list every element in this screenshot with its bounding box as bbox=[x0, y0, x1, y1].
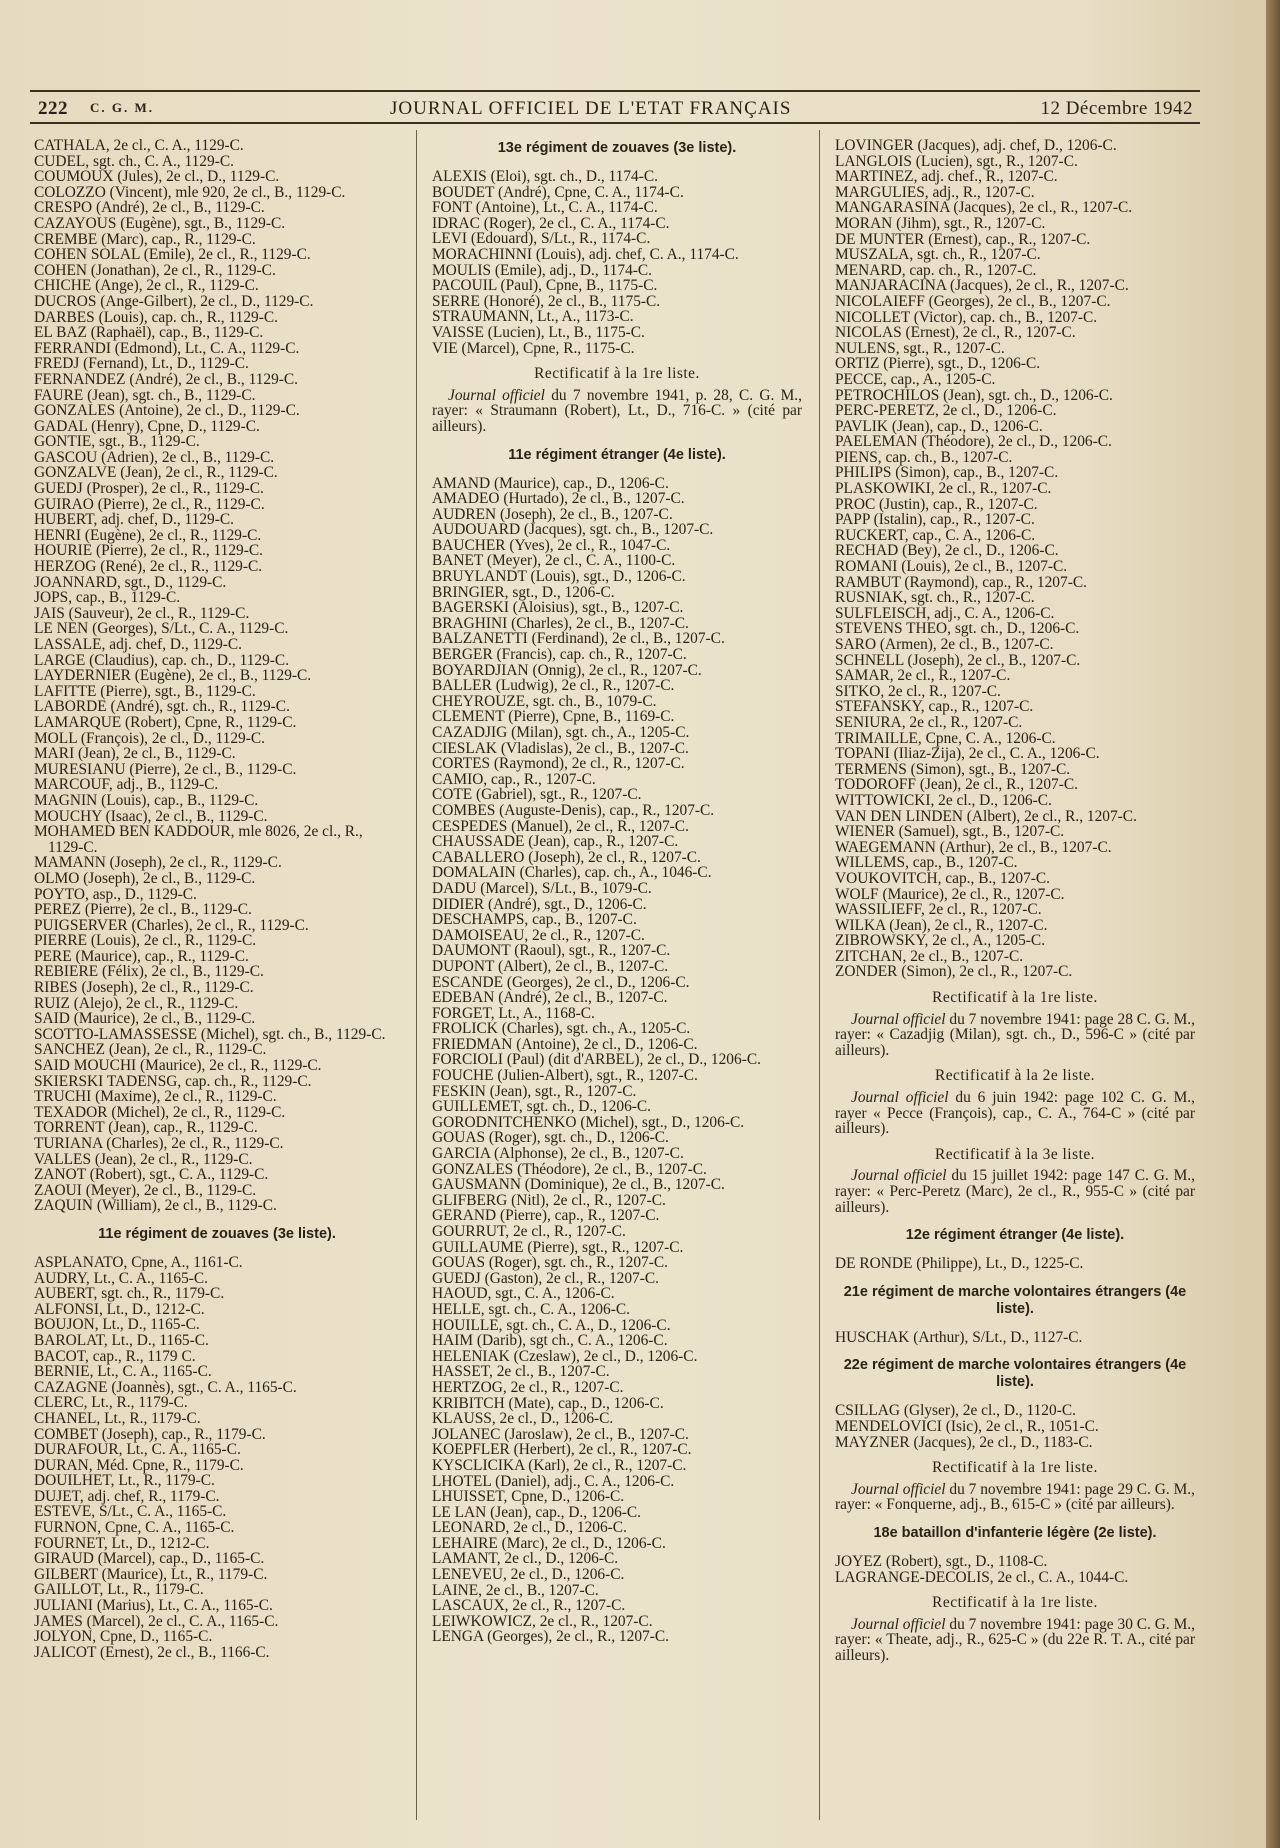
list-item: MARCOUF, adj., B., 1129-C. bbox=[34, 776, 219, 794]
list-item: NICOLLET (Victor), cap. ch., B., 1207-C. bbox=[835, 308, 1098, 326]
list-item: DURAN, Méd. Cpne, R., 1179-C. bbox=[34, 1456, 244, 1474]
list-item: FAURE (Jean), sgt. ch., B., 1129-C. bbox=[34, 386, 256, 404]
list-item: LASCAUX, 2e cl., R., 1207-C. bbox=[432, 1597, 626, 1615]
rectification-note bbox=[835, 1168, 1195, 1215]
list-item: BRAGHINI (Charles), 2e cl., B., 1207-C. bbox=[432, 614, 689, 632]
list-item: DAMOISEAU, 2e cl., R., 1207-C. bbox=[432, 926, 645, 944]
column-divider bbox=[819, 130, 820, 1820]
list-item: KOEPFLER (Herbert), 2e cl., R., 1207-C. bbox=[432, 1441, 692, 1459]
list-item: MARTINEZ, adj. chef., R., 1207-C. bbox=[835, 168, 1058, 186]
list-item: LAMANT, 2e cl., D., 1206-C. bbox=[432, 1550, 619, 1568]
list-item: HERTZOG, 2e cl., R., 1207-C. bbox=[432, 1378, 624, 1396]
list-item: LENGA (Georges), 2e cl., R., 1207-C. bbox=[432, 1628, 669, 1646]
list-item: HOURIE (Pierre), 2e cl., R., 1129-C. bbox=[34, 542, 263, 560]
list-item: AMADEO (Hurtado), 2e cl., B., 1207-C. bbox=[432, 490, 685, 508]
section-heading: 13e régiment de zouaves (3e liste). bbox=[497, 140, 737, 156]
list-item: EL BAZ (Raphaël), cap., B., 1129-C. bbox=[34, 324, 264, 342]
rectification-note bbox=[835, 1012, 1195, 1059]
list-item: FORGET, Lt., A., 1168-C. bbox=[432, 1004, 595, 1022]
list-item: ESCANDE (Georges), 2e cl., D., 1206-C. bbox=[432, 973, 690, 991]
list-item: GERAND (Pierre), cap., R., 1207-C. bbox=[432, 1207, 660, 1225]
rectification-title: Rectificatif à la 3e liste. bbox=[934, 1145, 1096, 1163]
list-item: GLIFBERG (Nitl), 2e cl., R., 1207-C. bbox=[432, 1191, 666, 1209]
list-item: ZIBROWSKY, 2e cl., A., 1205-C. bbox=[835, 932, 1046, 950]
list-item: FORCIOLI (Paul) (dit d'ARBEL), 2e cl., D., 1206-C. bbox=[432, 1051, 761, 1069]
list-item: POYTO, asp., D., 1129-C. bbox=[34, 885, 197, 903]
list-item: LAYDERNIER (Eugène), 2e cl., B., 1129-C. bbox=[34, 667, 312, 685]
list-item: PHILIPS (Simon), cap., B., 1207-C. bbox=[835, 464, 1059, 482]
section-heading: 18e bataillon d'infanterie légère (2e liste). bbox=[873, 1524, 1157, 1541]
list-item: BAUCHER (Yves), 2e cl., R., 1047-C. bbox=[432, 536, 671, 554]
list-item: PIENS, cap. ch., B., 1207-C. bbox=[835, 448, 1013, 466]
list-item: STEFANSKY, cap., R., 1207-C. bbox=[835, 698, 1034, 716]
list-item: CHAUSSADE (Jean), cap., R., 1207-C. bbox=[432, 833, 679, 851]
rectification-note bbox=[835, 1090, 1195, 1137]
list-item: TEXADOR (Michel), 2e cl., R., 1129-C. bbox=[34, 1103, 286, 1121]
list-item: JAMES (Marcel), 2e cl., C. A., 1165-C. bbox=[34, 1612, 279, 1630]
list-item: VAISSE (Lucien), Lt., B., 1175-C. bbox=[432, 323, 645, 341]
list-item: NULENS, sgt., R., 1207-C. bbox=[835, 339, 1005, 357]
list-item: TORRENT (Jean), cap., R., 1129-C. bbox=[34, 1119, 258, 1137]
list-item: BALZANETTI (Ferdinand), 2e cl., B., 1207-C. bbox=[432, 630, 725, 648]
list-item: ROMANI (Louis), 2e cl., B., 1207-C. bbox=[835, 558, 1068, 576]
list-item: ASPLANATO, Cpne, A., 1161-C. bbox=[34, 1253, 243, 1271]
header-rule-top bbox=[30, 90, 1200, 92]
list-item: GUEDJ (Prosper), 2e cl., R., 1129-C. bbox=[34, 480, 264, 498]
list-item: CHEYROUZE, sgt. ch., B., 1079-C. bbox=[432, 692, 657, 710]
list-item: BERGER (Francis), cap. ch., R., 1207-C. bbox=[432, 646, 687, 664]
list-item: GAUSMANN (Dominique), 2e cl., B., 1207-C. bbox=[432, 1176, 725, 1194]
list-item: HUSCHAK (Arthur), S/Lt., D., 1127-C. bbox=[835, 1328, 1083, 1346]
list-item: DOUILHET, Lt., R., 1179-C. bbox=[34, 1472, 215, 1490]
list-item: WASSILIEFF, 2e cl., R., 1207-C. bbox=[835, 901, 1042, 919]
list-item: ZANOT (Robert), sgt., C. A., 1129-C. bbox=[34, 1166, 269, 1184]
list-item: GADAL (Henry), Cpne, D., 1129-C. bbox=[34, 417, 260, 435]
list-item: WITTOWICKI, 2e cl., D., 1206-C. bbox=[835, 791, 1052, 809]
list-item: MURESIANU (Pierre), 2e cl., B., 1129-C. bbox=[34, 760, 297, 778]
rectification-note bbox=[432, 388, 802, 435]
entry-list bbox=[835, 1256, 1195, 1272]
entry-list bbox=[34, 1255, 400, 1660]
list-item: JAIS (Sauveur), 2e cl., R., 1129-C. bbox=[34, 604, 250, 622]
list-item: MARGULIES, adj., R., 1207-C. bbox=[835, 183, 1035, 201]
list-item: CIESLAK (Vladislas), 2e cl., B., 1207-C. bbox=[432, 739, 689, 757]
list-item: HAOUD, sgt., C. A., 1206-C. bbox=[432, 1285, 615, 1303]
list-item: MENDELOVICI (Isic), 2e cl., R., 1051-C. bbox=[835, 1417, 1099, 1435]
list-item: LARGE (Claudius), cap. ch., D., 1129-C. bbox=[34, 651, 290, 669]
list-item: MUSZALA, sgt. ch., R., 1207-C. bbox=[835, 246, 1041, 264]
list-item: GORODNITCHENKO (Michel), sgt., D., 1206-C. bbox=[432, 1113, 745, 1131]
list-item: HELENIAK (Czeslaw), 2e cl., D., 1206-C. bbox=[432, 1347, 698, 1365]
list-item: SENIURA, 2e cl., R., 1207-C. bbox=[835, 713, 1023, 731]
list-item: RUSNIAK, sgt. ch., R., 1207-C. bbox=[835, 589, 1035, 607]
list-item: AUDREN (Joseph), 2e cl., B., 1207-C. bbox=[432, 505, 673, 523]
list-item: LHUISSET, Cpne, D., 1206-C. bbox=[432, 1488, 625, 1506]
list-item: PLASKOWIKI, 2e cl., R., 1207-C. bbox=[835, 480, 1052, 498]
entry-list bbox=[34, 138, 400, 1214]
list-item: ALFONSI, Lt., D., 1212-C. bbox=[34, 1300, 205, 1318]
list-item: JOANNARD, sgt., D., 1129-C. bbox=[34, 573, 227, 591]
list-item: ZAOUI (Meyer), 2e cl., B., 1129-C. bbox=[34, 1181, 257, 1199]
list-item: LABORDE (André), sgt. ch., R., 1129-C. bbox=[34, 698, 290, 716]
list-item: RUIZ (Alejo), 2e cl., R., 1129-C. bbox=[34, 994, 239, 1012]
list-item: COHEN (Jonathan), 2e cl., R., 1129-C. bbox=[34, 261, 276, 279]
section-heading: 11e régiment étranger (4e liste). bbox=[508, 446, 726, 463]
list-item: PAELEMAN (Théodore), 2e cl., D., 1206-C. bbox=[835, 433, 1112, 451]
list-item: LASSALE, adj. chef, D., 1129-C. bbox=[34, 636, 243, 653]
list-item: SITKO, 2e cl., R., 1207-C. bbox=[835, 682, 1001, 700]
list-item: ALEXIS (Eloi), sgt. ch., D., 1174-C. bbox=[432, 168, 658, 185]
list-item: GONTIE, sgt., B., 1129-C. bbox=[34, 433, 200, 451]
note-text: du 15 juillet 1942: page 147 C. G. M., rayer: « Perc-Peretz (Marc), 2e cl., R., 955-C » (cité par ailleurs). bbox=[835, 1167, 1196, 1216]
list-item: LANGLOIS (Lucien), sgt., R., 1207-C. bbox=[835, 152, 1078, 170]
rectification-title: Rectificatif à la 2e liste. bbox=[934, 1067, 1096, 1085]
list-item: LEONARD, 2e cl., D., 1206-C. bbox=[432, 1519, 627, 1537]
list-item: MANGARASINA (Jacques), 2e cl., R., 1207-C. bbox=[835, 199, 1133, 217]
list-item: TURIANA (Charles), 2e cl., R., 1129-C. bbox=[34, 1135, 284, 1152]
list-item: GONZALES (Théodore), 2e cl., B., 1207-C. bbox=[432, 1160, 707, 1178]
list-item: WAEGEMANN (Arthur), 2e cl., B., 1207-C. bbox=[835, 838, 1112, 856]
list-item: FROLICK (Charles), sgt. ch., A., 1205-C. bbox=[432, 1020, 691, 1038]
list-item: MOULIS (Emile), adj., D., 1174-C. bbox=[432, 261, 653, 279]
column-3 bbox=[835, 138, 1195, 1668]
note-text: du 7 novembre 1941, p. 28, C. G. M., rayer: « Straumann (Robert), Lt., D., 716-C. » (cité par ailleurs). bbox=[432, 386, 802, 435]
list-item: LAMARQUE (Robert), Cpne, R., 1129-C. bbox=[34, 713, 297, 731]
list-item: WIENER (Samuel), sgt., B., 1207-C. bbox=[835, 823, 1065, 841]
journal-title: JOURNAL OFFICIEL DE L'ETAT FRANÇAIS bbox=[390, 98, 792, 119]
list-item: FERRANDI (Edmond), Lt., C. A., 1129-C. bbox=[34, 339, 300, 357]
list-item: CHICHE (Ange), 2e cl., R., 1129-C. bbox=[34, 277, 259, 295]
list-item: SAID MOUCHI (Maurice), 2e cl., R., 1129-C. bbox=[34, 1057, 322, 1075]
list-item: TRUCHI (Maxime), 2e cl., R., 1129-C. bbox=[34, 1088, 277, 1106]
list-item: ESTEVE, S/Lt., C. A., 1165-C. bbox=[34, 1503, 227, 1521]
list-item: COUMOUX (Jules), 2e cl., D., 1129-C. bbox=[34, 168, 280, 186]
rectification-title: Rectificatif à la 1re liste. bbox=[932, 989, 1098, 1007]
list-item: CSILLAG (Glyser), 2e cl., D., 1120-C. bbox=[835, 1402, 1076, 1420]
list-item: SANCHEZ (Jean), 2e cl., R., 1129-C. bbox=[34, 1041, 267, 1059]
list-item: LE LAN (Jean), cap., D., 1206-C. bbox=[432, 1503, 641, 1521]
column-1 bbox=[34, 138, 400, 1660]
list-item: BANET (Meyer), 2e cl., C. A., 1100-C. bbox=[432, 552, 676, 570]
list-item: CAZAGNE (Joannès), sgt., C. A., 1165-C. bbox=[34, 1378, 297, 1396]
issue-date: 12 Décembre 1942 bbox=[1040, 98, 1193, 119]
list-item: GIRAUD (Marcel), cap., D., 1165-C. bbox=[34, 1550, 265, 1568]
rectification-title: Rectificatif à la 1re liste. bbox=[932, 1459, 1098, 1477]
list-item: LE NEN (Georges), S/Lt., C. A., 1129-C. bbox=[34, 620, 289, 638]
list-item: BRINGIER, sgt., D., 1206-C. bbox=[432, 583, 615, 601]
list-item: MOUCHY (Isaac), 2e cl., B., 1129-C. bbox=[34, 807, 268, 825]
list-item: FOURNET, Lt., D., 1212-C. bbox=[34, 1534, 210, 1552]
list-item: HENRI (Eugène), 2e cl., R., 1129-C. bbox=[34, 526, 262, 544]
list-item: CORTES (Raymond), 2e cl., R., 1207-C. bbox=[432, 755, 685, 773]
list-item: FURNON, Cpne, C. A., 1165-C. bbox=[34, 1519, 235, 1537]
list-item: MAGNIN (Louis), cap., B., 1129-C. bbox=[34, 791, 259, 809]
list-item: GAILLOT, Lt., R., 1179-C. bbox=[34, 1581, 204, 1599]
list-item: DURAFOUR, Lt., C. A., 1165-C. bbox=[34, 1441, 241, 1459]
list-item: PETROCHILOS (Jean), sgt. ch., D., 1206-C. bbox=[835, 386, 1113, 404]
column-divider bbox=[416, 130, 417, 1820]
note-text: du 6 juin 1942: page 102 C. G. M., rayer « Pecce (François), cap., C. A., 764-C » (cité par ailleurs). bbox=[835, 1089, 1196, 1138]
list-item: ZAQUIN (William), 2e cl., B., 1129-C. bbox=[34, 1197, 277, 1215]
list-item: LEVI (Edouard), S/Lt., R., 1174-C. bbox=[432, 230, 651, 248]
list-item: JOLYON, Cpne, D., 1165-C. bbox=[34, 1628, 213, 1646]
list-item: GUEDJ (Gaston), 2e cl., R., 1207-C. bbox=[432, 1269, 659, 1287]
list-item: FOUCHE (Julien-Albert), sgt., R., 1207-C. bbox=[432, 1067, 698, 1085]
list-item: EDEBAN (André), 2e cl., B., 1207-C. bbox=[432, 989, 668, 1007]
list-item: PAVLIK (Jean), cap., D., 1206-C. bbox=[835, 417, 1043, 435]
list-item: CUDEL, sgt. ch., C. A., 1129-C. bbox=[34, 152, 234, 170]
journal-ref: Journal officiel bbox=[851, 1167, 947, 1185]
list-item: RUCKERT, cap., C. A., 1206-C. bbox=[835, 526, 1036, 544]
entry-list bbox=[835, 1330, 1195, 1346]
entry-list bbox=[432, 476, 802, 1646]
list-item: BERNIE, Lt., C. A., 1165-C. bbox=[34, 1363, 212, 1381]
list-item: JOYEZ (Robert), sgt., D., 1108-C. bbox=[835, 1552, 1048, 1570]
list-item: KRIBITCH (Mate), cap., D., 1206-C. bbox=[432, 1394, 664, 1412]
page-header bbox=[38, 98, 1193, 120]
list-item: GOURRUT, 2e cl., R., 1207-C. bbox=[432, 1223, 626, 1240]
list-item: CHANEL, Lt., R., 1179-C. bbox=[34, 1409, 201, 1427]
section-heading: 12e régiment étranger (4e liste). bbox=[905, 1227, 1125, 1244]
list-item: BACOT, cap., R., 1179 C. bbox=[34, 1347, 196, 1365]
list-item: SAID (Maurice), 2e cl., B., 1129-C. bbox=[34, 1010, 256, 1028]
list-item: DUCROS (Ange-Gilbert), 2e cl., D., 1129-C. bbox=[34, 292, 314, 310]
list-item: VIE (Marcel), Cpne, R., 1175-C. bbox=[432, 339, 635, 357]
list-item: PIERRE (Louis), 2e cl., R., 1129-C. bbox=[34, 932, 257, 950]
list-item: LEHAIRE (Marc), 2e cl., D., 1206-C. bbox=[432, 1534, 666, 1552]
list-item: VALLES (Jean), 2e cl., R., 1129-C. bbox=[34, 1150, 253, 1168]
list-item: DE MUNTER (Ernest), cap., R., 1207-C. bbox=[835, 230, 1091, 248]
list-item: LEIWKOWICZ, 2e cl., R., 1207-C. bbox=[432, 1612, 653, 1630]
list-item: TODOROFF (Jean), 2e cl., R., 1207-C. bbox=[835, 776, 1078, 794]
list-item: JOPS, cap., B., 1129-C. bbox=[34, 589, 181, 607]
list-item: WOLF (Maurice), 2e cl., R., 1207-C. bbox=[835, 885, 1065, 903]
list-item: MAMANN (Joseph), 2e cl., R., 1129-C. bbox=[34, 854, 282, 872]
list-item: RAMBUT (Raymond), cap., R., 1207-C. bbox=[835, 573, 1087, 591]
list-item: ORTIZ (Pierre), sgt., D., 1206-C. bbox=[835, 355, 1041, 373]
rectification-note bbox=[835, 1482, 1195, 1513]
list-item: MOHAMED BEN KADDOUR, mle 8026, 2e cl., R., 1129-C. bbox=[34, 823, 363, 856]
list-item: STRAUMANN, Lt., A., 1173-C. bbox=[432, 308, 634, 326]
list-item: JULIANI (Marius), Lt., C. A., 1165-C. bbox=[34, 1597, 273, 1615]
list-item: COTE (Gabriel), sgt., R., 1207-C. bbox=[432, 786, 642, 804]
list-item: ZONDER (Simon), 2e cl., R., 1207-C. bbox=[835, 963, 1073, 981]
list-item: RIBES (Joseph), 2e cl., R., 1129-C. bbox=[34, 979, 254, 997]
list-item: PEREZ (Pierre), 2e cl., B., 1129-C. bbox=[34, 901, 252, 919]
list-item: DIDIER (André), sgt., D., 1206-C. bbox=[432, 895, 647, 913]
list-item: GOUAS (Roger), sgt. ch., R., 1207-C. bbox=[432, 1254, 668, 1272]
list-item: GONZALVE (Jean), 2e cl., R., 1129-C. bbox=[34, 464, 278, 482]
list-item: LAINE, 2e cl., B., 1207-C. bbox=[432, 1581, 599, 1599]
list-item: PROC (Justin), cap., R., 1207-C. bbox=[835, 495, 1038, 513]
list-item: FESKIN (Jean), sgt., R., 1207-C. bbox=[432, 1082, 637, 1100]
list-item: DUPONT (Albert), 2e cl., B., 1207-C. bbox=[432, 957, 669, 975]
list-item: KLAUSS, 2e cl., D., 1206-C. bbox=[432, 1410, 614, 1428]
journal-ref: Journal officiel bbox=[851, 1010, 946, 1028]
list-item: CLERC, Lt., R., 1179-C. bbox=[34, 1394, 188, 1412]
list-item: GUILLEMET, sgt. ch., D., 1206-C. bbox=[432, 1098, 652, 1116]
list-item: CAZAYOUS (Eugène), sgt., B., 1129-C. bbox=[34, 214, 286, 232]
list-item: MAYZNER (Jacques), 2e cl., D., 1183-C. bbox=[835, 1433, 1093, 1451]
list-item: PACOUIL (Paul), Cpne, B., 1175-C. bbox=[432, 277, 658, 295]
list-item: ZITCHAN, 2e cl., B., 1207-C. bbox=[835, 947, 1024, 965]
binding-edge bbox=[1266, 0, 1280, 1848]
list-item: IDRAC (Roger), 2e cl., C. A., 1174-C. bbox=[432, 214, 670, 232]
list-item: COMBES (Auguste-Denis), cap., R., 1207-C. bbox=[432, 801, 715, 819]
list-item: COLOZZO (Vincent), mle 920, 2e cl., B., 1129-C. bbox=[34, 183, 346, 201]
list-item: VAN DEN LINDEN (Albert), 2e cl., R., 1207-C. bbox=[835, 807, 1137, 825]
list-item: GARCIA (Alphonse), 2e cl., B., 1207-C. bbox=[432, 1145, 684, 1163]
section-code: C. G. M. bbox=[90, 100, 155, 115]
list-item: CATHALA, 2e cl., C. A., 1129-C. bbox=[34, 137, 244, 154]
list-item: COHEN SOLAL (Emile), 2e cl., R., 1129-C. bbox=[34, 246, 311, 264]
page-number: 222 bbox=[38, 98, 68, 119]
list-item: MANJARACINA (Jacques), 2e cl., R., 1207-C. bbox=[835, 277, 1129, 295]
list-item: TERMENS (Simon), sgt., B., 1207-C. bbox=[835, 760, 1071, 778]
list-item: FREDJ (Fernand), Lt., D., 1129-C. bbox=[34, 355, 249, 373]
list-item: GONZALES (Antoine), 2e cl., D., 1129-C. bbox=[34, 402, 300, 420]
list-item: DAUMONT (Raoul), sgt., R., 1207-C. bbox=[432, 942, 671, 960]
entry-list bbox=[835, 1403, 1195, 1450]
list-item: COMBET (Joseph), cap., R., 1179-C. bbox=[34, 1425, 266, 1443]
journal-ref: Journal officiel bbox=[851, 1615, 946, 1633]
list-item: DE RONDE (Philippe), Lt., D., 1225-C. bbox=[835, 1255, 1084, 1273]
list-item: BAROLAT, Lt., D., 1165-C. bbox=[34, 1331, 209, 1349]
list-item: SCOTTO-LAMASSESSE (Michel), sgt. ch., B., 1129-C. bbox=[34, 1025, 386, 1043]
list-item: MORAN (Jihm), sgt., R., 1207-C. bbox=[835, 214, 1046, 232]
section-heading: 22e régiment de marche volontaires étrangers (4e liste). bbox=[843, 1357, 1187, 1391]
list-item: LOVINGER (Jacques), adj. chef, D., 1206-C. bbox=[835, 137, 1117, 154]
list-item: WILLEMS, cap., B., 1207-C. bbox=[835, 854, 1018, 872]
section-heading: 21e régiment de marche volontaires étrangers (4e liste). bbox=[843, 1283, 1187, 1317]
column-2 bbox=[432, 138, 802, 1645]
rectification-note bbox=[835, 1617, 1195, 1664]
list-item: BOUDET (André), Cpne, C. A., 1174-C. bbox=[432, 183, 684, 201]
header-rule-bottom bbox=[30, 122, 1200, 124]
list-item: TOPANI (Iliaz-Zija), 2e cl., C. A., 1206-C. bbox=[835, 745, 1100, 763]
list-item: FONT (Antoine), Lt., C. A., 1174-C. bbox=[432, 199, 658, 217]
section-heading: 11e régiment de zouaves (3e liste). bbox=[98, 1225, 336, 1242]
journal-ref: Journal officiel bbox=[448, 386, 545, 404]
list-item: AMAND (Maurice), cap., D., 1206-C. bbox=[432, 474, 669, 492]
list-item: RECHAD (Bey), 2e cl., D., 1206-C. bbox=[835, 542, 1059, 560]
journal-ref: Journal officiel bbox=[851, 1480, 946, 1498]
list-item: DOMALAIN (Charles), cap. ch., A., 1046-C. bbox=[432, 864, 712, 882]
list-item: WILKA (Jean), 2e cl., R., 1207-C. bbox=[835, 916, 1048, 934]
note-text: du 7 novembre 1941: page 30 C. G. M., rayer: « Theate, adj., R., 625-C » (du 22e R. T. A., cité par ailleurs). bbox=[835, 1615, 1195, 1664]
list-item: PAPP (Istalin), cap., R., 1207-C. bbox=[835, 511, 1035, 529]
entry-list bbox=[835, 138, 1195, 980]
list-item: PERE (Maurice), cap., R., 1129-C. bbox=[34, 947, 249, 965]
list-item: SAMAR, 2e cl., R., 1207-C. bbox=[835, 667, 1011, 685]
list-item: CRESPO (André), 2e cl., B., 1129-C. bbox=[34, 199, 265, 217]
list-item: NICOLAS (Ernest), 2e cl., R., 1207-C. bbox=[835, 324, 1076, 342]
list-item: LHOTEL (Daniel), adj., C. A., 1206-C. bbox=[432, 1472, 675, 1490]
list-item: LENEVEU, 2e cl., D., 1206-C. bbox=[432, 1566, 625, 1584]
rectification-title: Rectificatif à la 1re liste. bbox=[932, 1594, 1098, 1612]
list-item: SCHNELL (Joseph), 2e cl., B., 1207-C. bbox=[835, 651, 1081, 669]
list-item: LAFITTE (Pierre), sgt., B., 1129-C. bbox=[34, 682, 256, 700]
list-item: FERNANDEZ (André), 2e cl., B., 1129-C. bbox=[34, 370, 299, 388]
list-item: AUDRY, Lt., C. A., 1165-C. bbox=[34, 1269, 209, 1287]
list-item: BRUYLANDT (Louis), sgt., D., 1206-C. bbox=[432, 568, 686, 586]
list-item: HELLE, sgt. ch., C. A., 1206-C. bbox=[432, 1300, 630, 1318]
list-item: BOYARDJIAN (Onnig), 2e cl., R., 1207-C. bbox=[432, 661, 702, 679]
list-item: GILBERT (Maurice), Lt., R., 1179-C. bbox=[34, 1565, 268, 1583]
rectification-title: Rectificatif à la 1re liste. bbox=[534, 365, 700, 383]
list-item: MENARD, cap. ch., R., 1207-C. bbox=[835, 261, 1037, 279]
list-item: CESPEDES (Manuel), 2e cl., R., 1207-C. bbox=[432, 817, 689, 835]
list-item: SKIERSKI TADENSG, cap. ch., R., 1129-C. bbox=[34, 1072, 312, 1090]
note-text: du 7 novembre 1941: page 28 C. G. M., rayer: « Cazadjig (Milan), sgt. ch., D., 596-C » (cité par ailleurs). bbox=[835, 1010, 1195, 1059]
list-item: CABALLERO (Joseph), 2e cl., R., 1207-C. bbox=[432, 848, 701, 866]
list-item: BAGERSKI (Aloisius), sgt., B., 1207-C. bbox=[432, 599, 684, 617]
list-item: GASCOU (Adrien), 2e cl., B., 1129-C. bbox=[34, 448, 275, 466]
list-item: SARO (Armen), 2e cl., B., 1207-C. bbox=[835, 636, 1054, 653]
list-item: DARBES (Louis), cap. ch., R., 1129-C. bbox=[34, 308, 278, 326]
list-item: KYSCLICIKA (Karl), 2e cl., R., 1207-C. bbox=[432, 1456, 687, 1474]
list-item: CLEMENT (Pierre), Cpne, B., 1169-C. bbox=[432, 708, 675, 726]
list-item: STEVENS THEO, sgt. ch., D., 1206-C. bbox=[835, 620, 1080, 638]
list-item: CAZADJIG (Milan), sgt. ch., A., 1205-C. bbox=[432, 724, 690, 741]
list-item: DESCHAMPS, cap., B., 1207-C. bbox=[432, 911, 637, 929]
list-item: NICOLAIEFF (Georges), 2e cl., B., 1207-C. bbox=[835, 292, 1111, 310]
list-item: FRIEDMAN (Antoine), 2e cl., D., 1206-C. bbox=[432, 1035, 698, 1053]
list-item: PECCE, cap., A., 1205-C. bbox=[835, 370, 996, 388]
list-item: OLMO (Joseph), 2e cl., B., 1129-C. bbox=[34, 869, 256, 887]
list-item: DADU (Marcel), S/Lt., B., 1079-C. bbox=[432, 879, 652, 897]
list-item: REBIERE (Félix), 2e cl., B., 1129-C. bbox=[34, 963, 264, 981]
list-item: SERRE (Honoré), 2e cl., B., 1175-C. bbox=[432, 292, 661, 310]
list-item: GUILLAUME (Pierre), sgt., R., 1207-C. bbox=[432, 1238, 684, 1256]
list-item: HAIM (Darib), sgt ch., C. A., 1206-C. bbox=[432, 1332, 668, 1350]
list-item: JALICOT (Ernest), 2e cl., B., 1166-C. bbox=[34, 1643, 270, 1661]
list-item: DUJET, adj. chef, R., 1179-C. bbox=[34, 1487, 220, 1505]
list-item: GUIRAO (Pierre), 2e cl., R., 1129-C. bbox=[34, 495, 265, 513]
list-item: SULFLEISCH, adj., C. A., 1206-C. bbox=[835, 604, 1055, 622]
list-item: CREMBE (Marc), cap., R., 1129-C. bbox=[34, 230, 256, 248]
list-item: VOUKOVITCH, cap., B., 1207-C. bbox=[835, 869, 1051, 887]
list-item: HASSET, 2e cl., B., 1207-C. bbox=[432, 1363, 610, 1381]
list-item: HERZOG (René), 2e cl., R., 1129-C. bbox=[34, 558, 263, 576]
list-item: GOUAS (Roger), sgt. ch., D., 1206-C. bbox=[432, 1129, 669, 1147]
list-item: HOUILLE, sgt. ch., C. A., D., 1206-C. bbox=[432, 1316, 671, 1334]
entry-list bbox=[835, 1554, 1195, 1585]
list-item: JOLANEC (Jaroslaw), 2e cl., B., 1207-C. bbox=[432, 1425, 689, 1443]
entry-list bbox=[432, 169, 802, 356]
list-item: BOUJON, Lt., D., 1165-C. bbox=[34, 1316, 200, 1334]
list-item: LAGRANGE-DECOLIS, 2e cl., C. A., 1044-C. bbox=[835, 1568, 1129, 1586]
list-item: HUBERT, adj. chef, D., 1129-C. bbox=[34, 511, 234, 529]
note-text: du 7 novembre 1941: page 29 C. G. M., rayer: « Fonquerne, adj., B., 615-C » (cité par ailleurs). bbox=[835, 1480, 1195, 1514]
list-item: PUIGSERVER (Charles), 2e cl., R., 1129-C. bbox=[34, 916, 309, 934]
list-item: TRIMAILLE, Cpne, C. A., 1206-C. bbox=[835, 729, 1056, 747]
list-item: BALLER (Ludwig), 2e cl., R., 1207-C. bbox=[432, 677, 675, 695]
list-item: MARI (Jean), 2e cl., B., 1129-C. bbox=[34, 745, 236, 763]
list-item: AUDOUARD (Jacques), sgt. ch., B., 1207-C. bbox=[432, 521, 714, 539]
list-item: PERC-PERETZ, 2e cl., D., 1206-C. bbox=[835, 402, 1057, 420]
list-item: AUBERT, sgt. ch., R., 1179-C. bbox=[34, 1285, 225, 1303]
journal-ref: Journal officiel bbox=[851, 1089, 949, 1107]
list-item: MOLL (François), 2e cl., D., 1129-C. bbox=[34, 729, 265, 747]
list-item: MORACHINNI (Louis), adj. chef, C. A., 1174-C. bbox=[432, 245, 739, 263]
list-item: CAMIO, cap., R., 1207-C. bbox=[432, 770, 596, 788]
